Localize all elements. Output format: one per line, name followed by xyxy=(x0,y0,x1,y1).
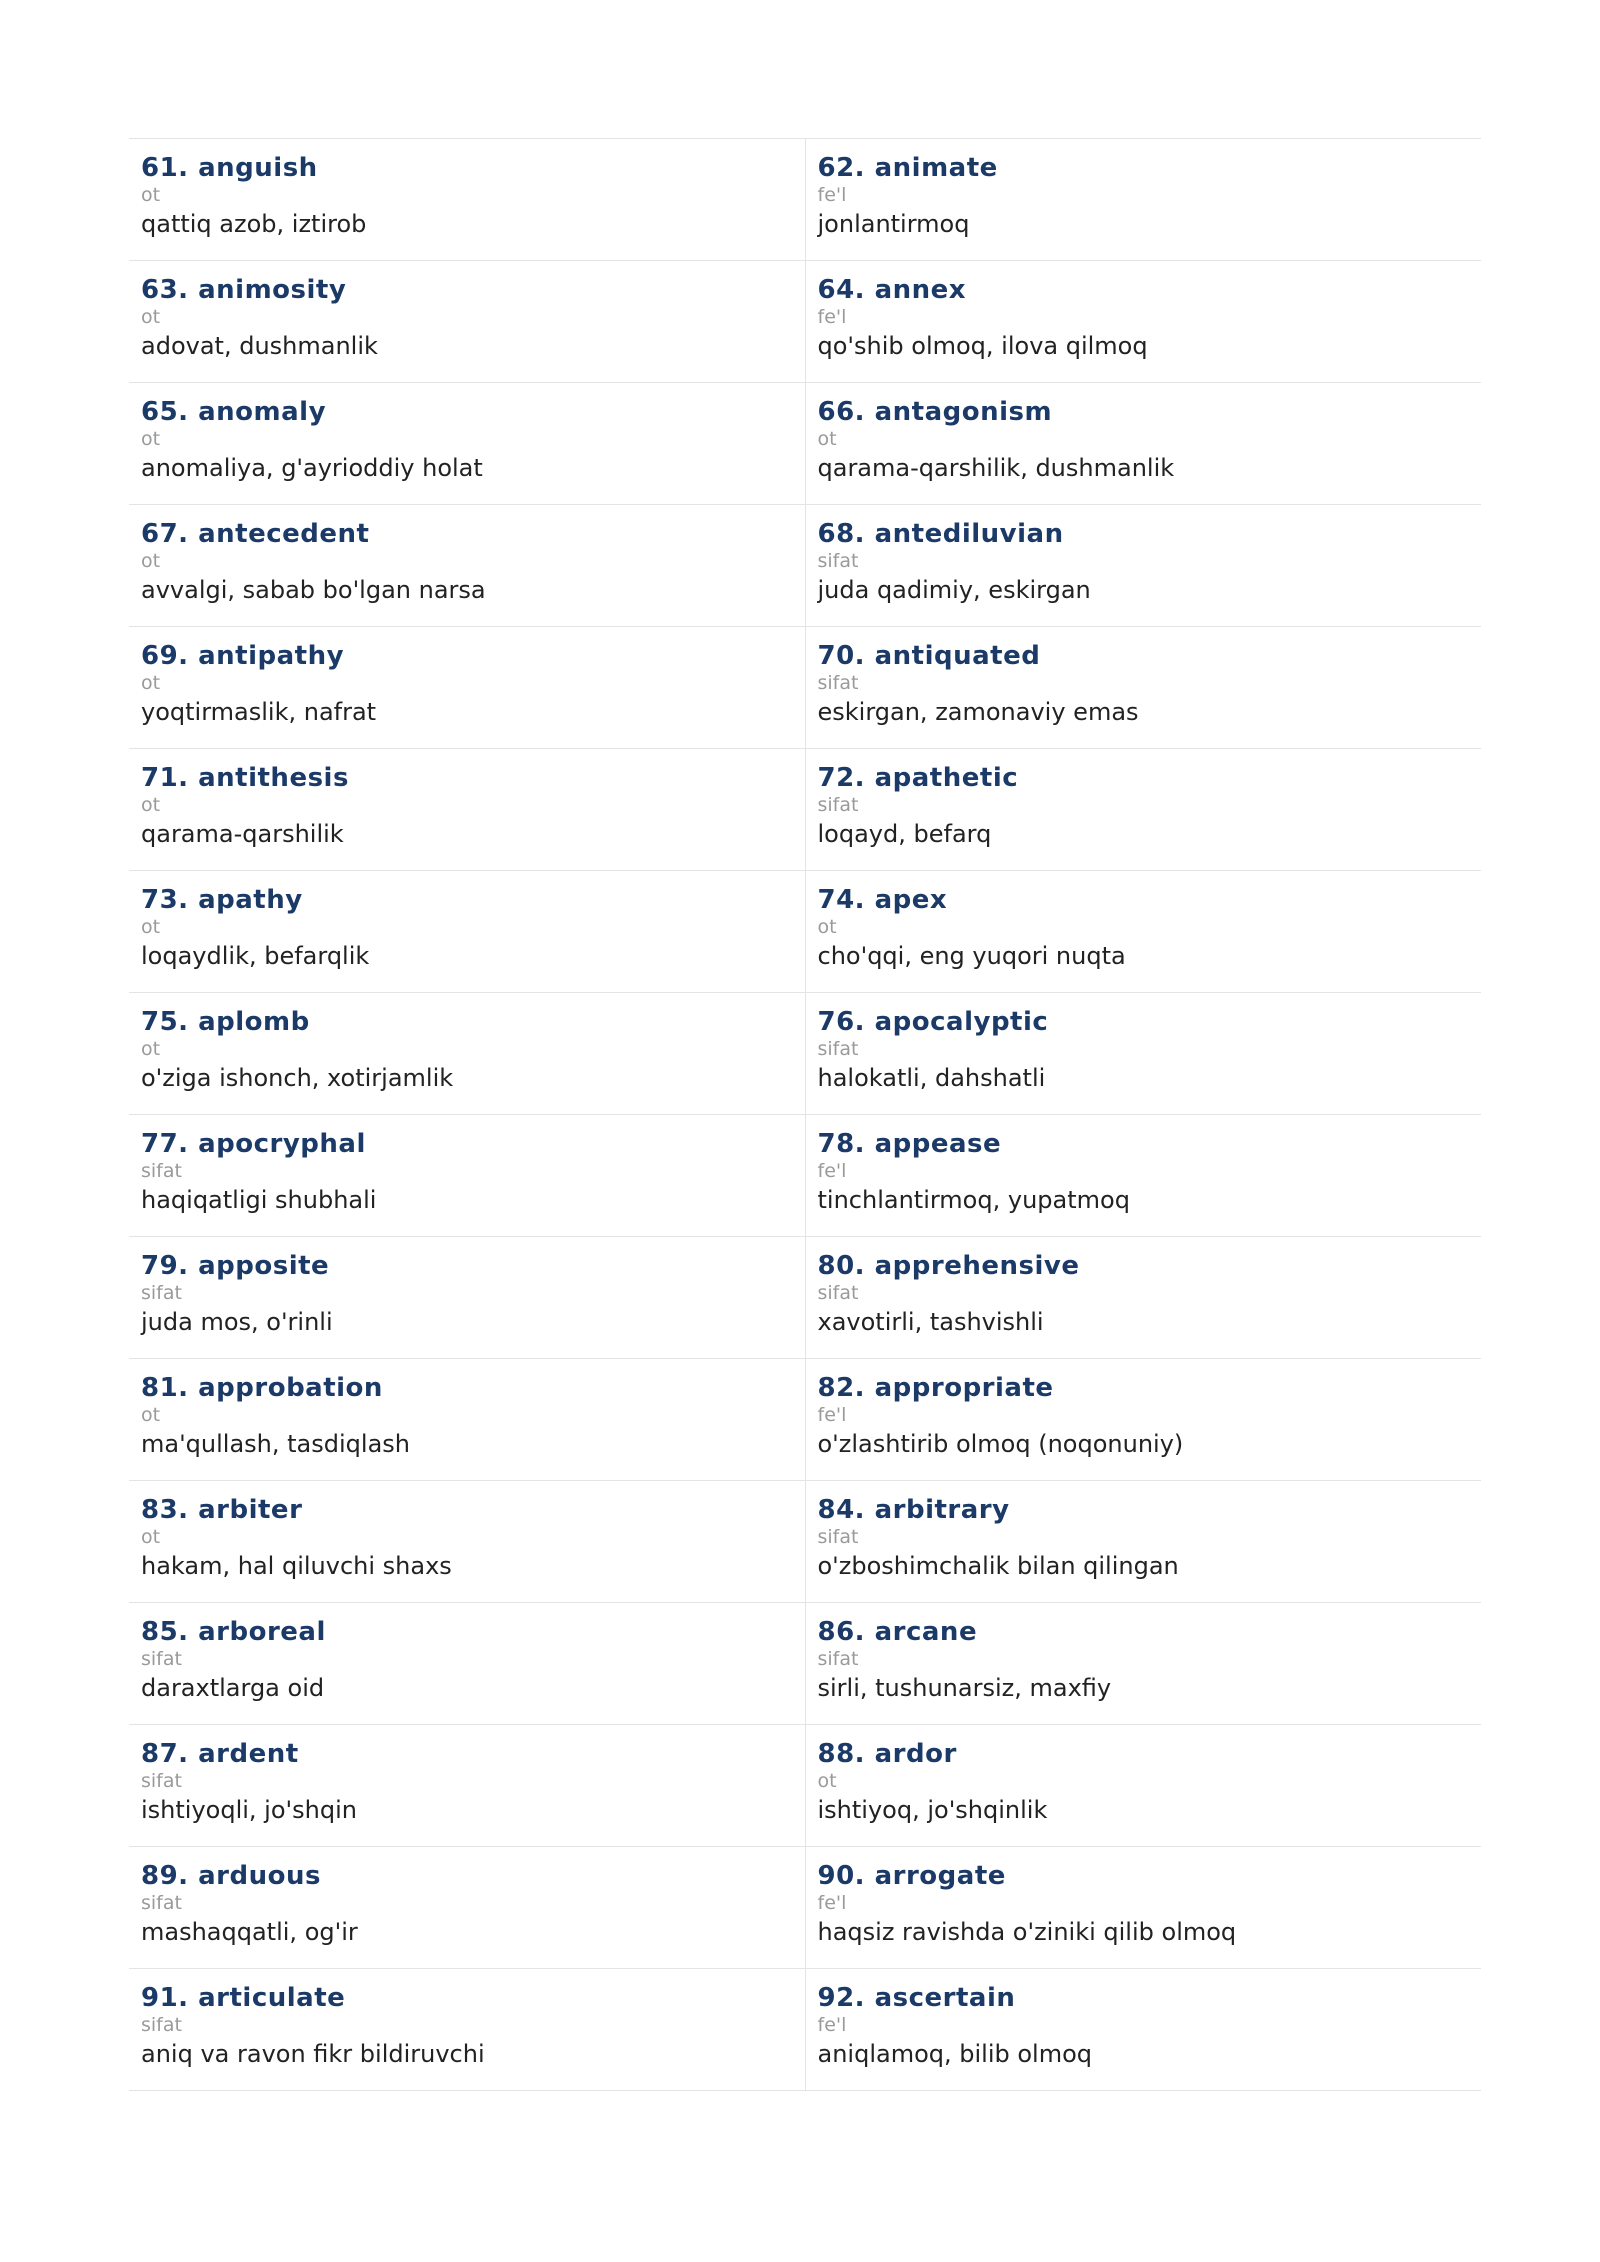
entry-part-of-speech: fe'l xyxy=(817,184,847,206)
entry-definition: ishtiyoq, jo'shqinlik xyxy=(817,1796,1048,1824)
entry-definition: ishtiyoqli, jo'shqin xyxy=(141,1796,357,1824)
entry-term: 74. apex xyxy=(817,885,948,915)
entry-part-of-speech: sifat xyxy=(141,1892,182,1914)
entry-part-of-speech: ot xyxy=(817,1770,837,1792)
entry-definition: hakam, hal qiluvchi shaxs xyxy=(141,1552,452,1580)
vocab-entry xyxy=(129,749,805,871)
vocab-row xyxy=(129,1847,1481,1969)
entry-part-of-speech: sifat xyxy=(141,1648,182,1670)
entry-term: 68. antediluvian xyxy=(817,519,1064,549)
entry-term: 87. ardent xyxy=(141,1739,299,1769)
entry-part-of-speech: ot xyxy=(141,550,161,572)
entry-definition: haqiqatligi shubhali xyxy=(141,1186,377,1214)
entry-term: 81. approbation xyxy=(141,1373,383,1403)
vocab-entry xyxy=(805,1481,1481,1603)
entry-term: 92. ascertain xyxy=(817,1983,1016,2013)
vocabulary-table xyxy=(129,138,1481,2091)
entry-part-of-speech: sifat xyxy=(817,1526,859,1548)
vocab-entry xyxy=(805,505,1481,627)
entry-definition: adovat, dushmanlik xyxy=(141,332,378,360)
entry-part-of-speech: ot xyxy=(141,428,161,450)
entry-definition: jonlantirmoq xyxy=(817,210,970,238)
vocab-entry xyxy=(805,383,1481,505)
vocab-entry xyxy=(805,993,1481,1115)
entry-part-of-speech: sifat xyxy=(141,1282,182,1304)
entry-definition: avvalgi, sabab bo'lgan narsa xyxy=(141,576,486,604)
entry-part-of-speech: sifat xyxy=(817,1282,859,1304)
entry-definition: o'zlashtirib olmoq (noqonuniy) xyxy=(817,1430,1184,1458)
entry-definition: juda qadimiy, eskirgan xyxy=(817,576,1091,604)
entry-part-of-speech: ot xyxy=(141,306,161,328)
entry-part-of-speech: ot xyxy=(141,1526,161,1548)
vocab-row xyxy=(129,871,1481,993)
vocab-row xyxy=(129,1603,1481,1725)
vocab-entry xyxy=(805,139,1481,261)
entry-term: 66. antagonism xyxy=(817,397,1053,427)
entry-definition: xavotirli, tashvishli xyxy=(817,1308,1044,1336)
vocab-entry xyxy=(129,505,805,627)
entry-part-of-speech: sifat xyxy=(817,794,859,816)
entry-part-of-speech: ot xyxy=(141,184,161,206)
vocab-entry xyxy=(129,1969,805,2091)
vocab-row xyxy=(129,1725,1481,1847)
entry-term: 71. antithesis xyxy=(141,763,349,793)
entry-definition: daraxtlarga oid xyxy=(141,1674,325,1702)
entry-part-of-speech: ot xyxy=(141,916,161,938)
vocab-entry xyxy=(129,871,805,993)
entry-part-of-speech: ot xyxy=(817,428,837,450)
entry-part-of-speech: fe'l xyxy=(817,1892,847,1914)
entry-definition: ma'qullash, tasdiqlash xyxy=(141,1430,410,1458)
vocab-entry xyxy=(129,627,805,749)
entry-definition: loqayd, befarq xyxy=(817,820,992,848)
vocab-entry xyxy=(129,1481,805,1603)
entry-definition: tinchlantirmoq, yupatmoq xyxy=(817,1186,1130,1214)
entry-part-of-speech: ot xyxy=(141,672,161,694)
entry-definition: eskirgan, zamonaviy emas xyxy=(817,698,1139,726)
entry-term: 85. arboreal xyxy=(141,1617,326,1647)
vocab-entry xyxy=(129,383,805,505)
entry-part-of-speech: fe'l xyxy=(817,2014,847,2036)
entry-definition: yoqtirmaslik, nafrat xyxy=(141,698,377,726)
vocab-entry xyxy=(805,1115,1481,1237)
vocab-row xyxy=(129,139,1481,261)
entry-term: 80. apprehensive xyxy=(817,1251,1080,1281)
vocab-row xyxy=(129,1969,1481,2091)
vocab-row xyxy=(129,1359,1481,1481)
vocab-entry xyxy=(805,1725,1481,1847)
vocab-entry xyxy=(805,871,1481,993)
entry-definition: sirli, tushunarsiz, maxfiy xyxy=(817,1674,1112,1702)
entry-term: 72. apathetic xyxy=(817,763,1019,793)
entry-part-of-speech: sifat xyxy=(141,1160,182,1182)
entry-definition: qo'shib olmoq, ilova qilmoq xyxy=(817,332,1148,360)
vocab-entry xyxy=(805,1969,1481,2091)
entry-term: 63. animosity xyxy=(141,275,347,305)
entry-term: 91. articulate xyxy=(141,1983,346,2013)
vocab-entry xyxy=(129,1115,805,1237)
vocab-row xyxy=(129,383,1481,505)
vocab-row xyxy=(129,261,1481,383)
entry-definition: juda mos, o'rinli xyxy=(141,1308,333,1336)
vocab-entry xyxy=(805,1237,1481,1359)
entry-definition: aniq va ravon fikr bildiruvchi xyxy=(141,2040,485,2068)
entry-definition: cho'qqi, eng yuqori nuqta xyxy=(817,942,1126,970)
entry-term: 73. apathy xyxy=(141,885,303,915)
vocab-row xyxy=(129,1115,1481,1237)
vocab-row xyxy=(129,1237,1481,1359)
vocab-entry xyxy=(129,993,805,1115)
entry-definition: o'ziga ishonch, xotirjamlik xyxy=(141,1064,454,1092)
vocab-entry xyxy=(805,1603,1481,1725)
entry-term: 77. apocryphal xyxy=(141,1129,366,1159)
entry-term: 82. appropriate xyxy=(817,1373,1054,1403)
entry-definition: haqsiz ravishda o'ziniki qilib olmoq xyxy=(817,1918,1237,1946)
entry-term: 67. antecedent xyxy=(141,519,370,549)
vocab-entry xyxy=(129,261,805,383)
vocab-row xyxy=(129,993,1481,1115)
entry-term: 90. arrogate xyxy=(817,1861,1006,1891)
entry-definition: loqaydlik, befarqlik xyxy=(141,942,370,970)
entry-term: 88. ardor xyxy=(817,1739,957,1769)
entry-term: 78. appease xyxy=(817,1129,1002,1159)
entry-part-of-speech: sifat xyxy=(817,672,859,694)
vocab-entry xyxy=(805,627,1481,749)
entry-part-of-speech: sifat xyxy=(141,2014,182,2036)
entry-term: 83. arbiter xyxy=(141,1495,303,1525)
entry-part-of-speech: ot xyxy=(141,1038,161,1060)
entry-part-of-speech: fe'l xyxy=(817,1404,847,1426)
entry-part-of-speech: fe'l xyxy=(817,306,847,328)
entry-definition: aniqlamoq, bilib olmoq xyxy=(817,2040,1092,2068)
entry-part-of-speech: ot xyxy=(817,916,837,938)
vocab-row xyxy=(129,627,1481,749)
vocab-entry xyxy=(805,749,1481,871)
vocab-entry xyxy=(129,1359,805,1481)
entry-term: 75. aplomb xyxy=(141,1007,310,1037)
entry-definition: qattiq azob, iztirob xyxy=(141,210,367,238)
entry-term: 79. apposite xyxy=(141,1251,330,1281)
vocab-row xyxy=(129,749,1481,871)
entry-term: 86. arcane xyxy=(817,1617,978,1647)
vocab-entry xyxy=(129,1847,805,1969)
entry-term: 62. animate xyxy=(817,153,998,183)
entry-definition: o'zboshimchalik bilan qilingan xyxy=(817,1552,1179,1580)
entry-term: 89. arduous xyxy=(141,1861,321,1891)
vocab-entry xyxy=(805,1359,1481,1481)
vocabulary-table-body xyxy=(129,139,1481,2091)
entry-term: 65. anomaly xyxy=(141,397,327,427)
vocab-entry xyxy=(129,1237,805,1359)
entry-part-of-speech: ot xyxy=(141,794,161,816)
entry-term: 69. antipathy xyxy=(141,641,345,671)
entry-part-of-speech: fe'l xyxy=(817,1160,847,1182)
entry-definition: qarama-qarshilik xyxy=(141,820,344,848)
entry-part-of-speech: ot xyxy=(141,1404,161,1426)
vocab-row xyxy=(129,1481,1481,1603)
entry-definition: anomaliya, g'ayrioddiy holat xyxy=(141,454,483,482)
entry-part-of-speech: sifat xyxy=(817,1038,859,1060)
vocab-entry xyxy=(129,1603,805,1725)
entry-part-of-speech: sifat xyxy=(817,1648,859,1670)
vocab-entry xyxy=(129,1725,805,1847)
entry-part-of-speech: sifat xyxy=(141,1770,182,1792)
vocab-entry xyxy=(805,261,1481,383)
entry-definition: qarama-qarshilik, dushmanlik xyxy=(817,454,1175,482)
vocab-entry xyxy=(805,1847,1481,1969)
entry-term: 70. antiquated xyxy=(817,641,1041,671)
vocab-row xyxy=(129,505,1481,627)
entry-term: 64. annex xyxy=(817,275,967,305)
entry-term: 61. anguish xyxy=(141,153,318,183)
entry-definition: mashaqqatli, og'ir xyxy=(141,1918,358,1946)
entry-term: 84. arbitrary xyxy=(817,1495,1010,1525)
vocab-entry xyxy=(129,139,805,261)
entry-definition: halokatli, dahshatli xyxy=(817,1064,1046,1092)
entry-term: 76. apocalyptic xyxy=(817,1007,1049,1037)
entry-part-of-speech: sifat xyxy=(817,550,859,572)
